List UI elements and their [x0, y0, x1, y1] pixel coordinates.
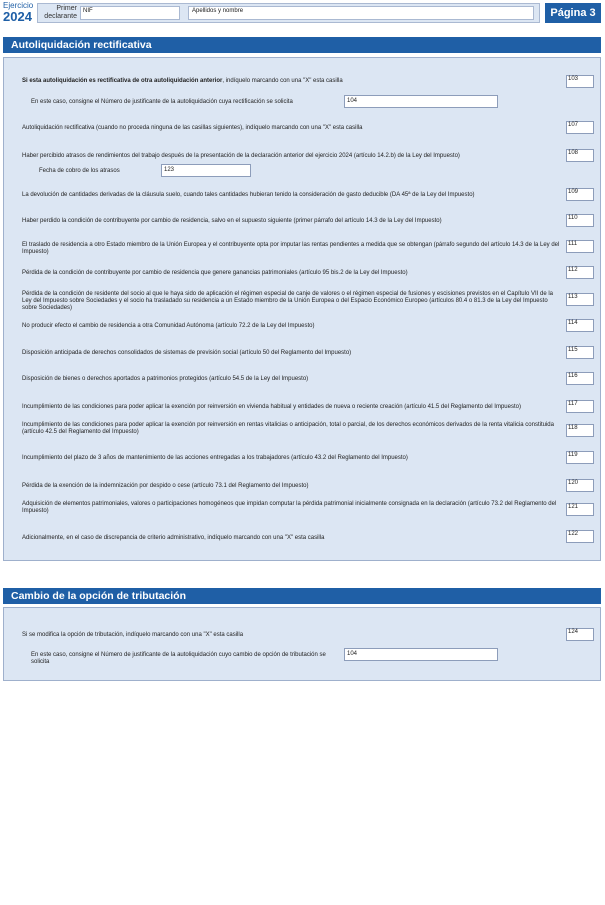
row-116-text: Disposición de bienes o derechos aportados a patrimonios protegidos (artículo 54.5 de la Ley del Impuesto): [22, 376, 309, 382]
panel-rectificativa: [3, 57, 601, 561]
box-117[interactable]: 117: [566, 400, 594, 413]
row-118-text: Incumplimiento de las condiciones para poder aplicar la exención por reinversión en rentas vitalicias o anticipación, total o parcial, de los derechos económicos derivados de la renta vitalicia constituida (artículo 42.5 del Reglamento del Impuesto): [22, 422, 554, 435]
row-115-text: Disposición anticipada de derechos consolidados de sistemas de previsión social (artículo 50 del Reglamento del Impuesto): [22, 350, 352, 356]
ejercicio-label: Ejercicio: [3, 1, 34, 10]
row-113-text: Pérdida de la condición de residente del socio al que le haya sido de aplicación el régimen especial de canje de valores o el régimen especial de fusiones y escisiones previstos en el Capítulo VII de la Ley del Impuesto sobre Sociedades y el socio ha trasladado su residencia a un Estado miembro de la Unión Europea o del Espacio Económico Europeo (artículos 80.4 o 81.3 de la Ley del Impuesto sobre Sociedades): [22, 291, 553, 311]
row-124-text: Si se modifica la opción de tributación, indíquelo marcando con una "X" esta casilla: [22, 632, 244, 638]
row-119-text: Incumplimiento del plazo de 3 años de mantenimiento de las acciones entregadas a los trabajadores (artículo 43.2 del Reglamento del Impuesto): [22, 455, 408, 461]
box-115[interactable]: 115: [566, 346, 594, 359]
box-113[interactable]: 113: [566, 293, 594, 306]
row-111-text: El traslado de residencia a otro Estado miembro de la Unión Europea y el contribuyente opta por imputar las rentas pendientes a medida que se obtengan (párrafo segundo del artículo 14.3 de la Ley del Impuesto): [22, 242, 560, 255]
row-117-text: Incumplimiento de las condiciones para poder aplicar la exención por reinversión en vivienda habitual y entidades de nueva o reciente creación (artículo 41.5 del Reglamento del Impuesto): [22, 404, 521, 410]
box-107[interactable]: 107: [566, 121, 594, 134]
justificante-opcion-field[interactable]: 104: [344, 648, 498, 661]
ejercicio-year: 2024: [3, 9, 32, 24]
page-number: Página 3: [545, 3, 601, 23]
row-103-text: , indíquelo marcando con una "X" esta casilla: [222, 78, 343, 84]
row-104-text: En este caso, consigne el Número de justificante de la autoliquidación cuya rectificación se solicita: [31, 99, 293, 105]
box-122[interactable]: 122: [566, 530, 594, 543]
box-111[interactable]: 111: [566, 240, 594, 253]
row-112-text: Pérdida de la condición de contribuyente por cambio de residencia que genere ganancias patrimoniales (artículo 95 bis.2 de la Ley del Impuesto): [22, 270, 408, 276]
box-121[interactable]: 121: [566, 503, 594, 516]
declarante-label: Primer declarante: [44, 5, 77, 20]
row-122-text: Adicionalmente, en el caso de discrepancia de criterio administrativo, indíquelo marcando con una "X" esta casilla: [22, 535, 325, 541]
box-120[interactable]: 120: [566, 479, 594, 492]
fecha-cobro-field[interactable]: 123: [161, 164, 251, 177]
row-120-text: Pérdida de la exención de la indemnización por despido o cese (artículo 73.1 del Reglamento del Impuesto): [22, 483, 309, 489]
row-114-text: No producir efecto el cambio de residencia a otra Comunidad Autónoma (artículo 72.2 de la Ley del Impuesto): [22, 323, 315, 329]
row-110-text: Haber perdido la condición de contribuyente por cambio de residencia, salvo en el supuesto siguiente (primer párrafo del artículo 14.3 de la Ley del Impuesto): [22, 218, 442, 224]
box-118[interactable]: 118: [566, 424, 594, 437]
row-103-bold: Si esta autoliquidación es rectificativa de otra autoliquidación anterior: [22, 78, 223, 84]
box-109[interactable]: 109: [566, 188, 594, 201]
row-123-text: Fecha de cobro de los atrasos: [39, 168, 120, 174]
declarante-box: [37, 3, 540, 23]
name-field[interactable]: Apellidos y nombre: [188, 6, 534, 20]
row-104b-text: En este caso, consigne el Número de justificante de la autoliquidación cuyo cambio de opción de tributación se solicita: [31, 652, 326, 665]
box-110[interactable]: 110: [566, 214, 594, 227]
justificante-field[interactable]: 104: [344, 95, 498, 108]
row-108-text: Haber percibido atrasos de rendimientos del trabajo después de la presentación de la declaración anterior del ejercicio 2024 (artículo 14.2.b) de la Ley del Impuesto): [22, 153, 460, 159]
row-109-text: La devolución de cantidades derivadas de la cláusula suelo, cuando tales cantidades hubieran tenido la consideración de gasto deducible (DA 45ª de la Ley del Impuesto): [22, 192, 475, 198]
section-title-opcion-tributacion: Cambio de la opción de tributación: [3, 588, 601, 604]
box-108[interactable]: 108: [566, 149, 594, 162]
box-112[interactable]: 112: [566, 266, 594, 279]
box-103[interactable]: 103: [566, 75, 594, 88]
box-119[interactable]: 119: [566, 451, 594, 464]
row-107-text: Autoliquidación rectificativa (cuando no proceda ninguna de las casillas siguientes), indíquelo marcando con una "X" esta casilla: [22, 125, 363, 131]
box-124[interactable]: 124: [566, 628, 594, 641]
nif-field[interactable]: NIF: [80, 6, 180, 20]
box-116[interactable]: 116: [566, 372, 594, 385]
form-header: [0, 0, 605, 28]
section-title-rectificativa: Autoliquidación rectificativa: [3, 37, 601, 53]
row-121-text: Adquisición de elementos patrimoniales, valores o participaciones homogéneos que impidan computar la pérdida patrimonial inicialmente consignada en la declaración (artículo 73.2 del Reglamento del Impuesto): [22, 501, 557, 514]
panel-opcion-tributacion: [3, 607, 601, 681]
box-114[interactable]: 114: [566, 319, 594, 332]
